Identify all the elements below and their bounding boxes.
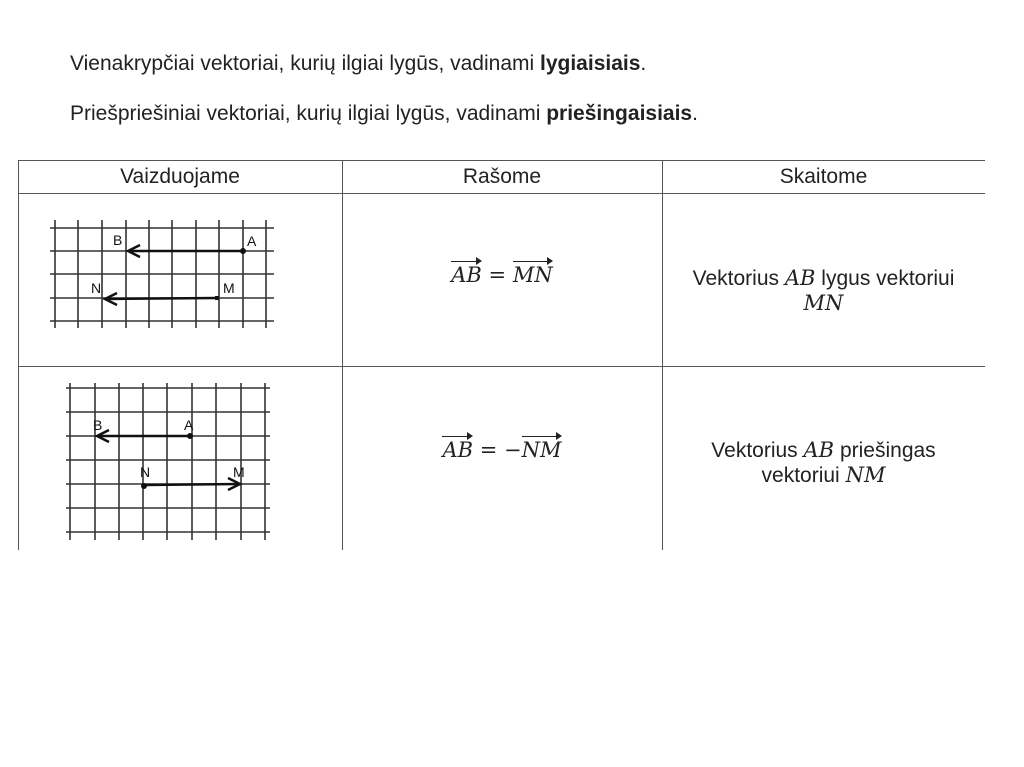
point-n bbox=[141, 483, 147, 489]
text: Vienakrypčiai vektoriai, kurių ilgiai lygūs, vadinami bbox=[70, 52, 540, 75]
label-b: B bbox=[113, 232, 123, 248]
point-m bbox=[215, 296, 219, 300]
header-depict: Vaizduojame bbox=[120, 164, 240, 188]
vector-nm: NM bbox=[521, 438, 562, 462]
label-m: M bbox=[233, 464, 245, 480]
header-write: Rašome bbox=[462, 164, 542, 188]
vector-mn bbox=[105, 298, 217, 299]
grid-1 bbox=[50, 220, 274, 328]
text: Priešpriešiniai vektoriai, kurių ilgiai lygūs, vadinami bbox=[70, 102, 547, 125]
text: lygus vektoriui bbox=[815, 266, 955, 290]
vector-mn: MN bbox=[512, 263, 553, 287]
equals: = bbox=[473, 438, 505, 462]
text: NM bbox=[845, 463, 886, 487]
vector-ab: AB bbox=[451, 263, 482, 287]
text: AB bbox=[803, 438, 835, 462]
minus: − bbox=[504, 438, 522, 462]
label-n: N bbox=[140, 464, 151, 480]
formula-equal bbox=[342, 250, 662, 300]
header-read: Skaitome bbox=[779, 164, 868, 188]
term-equal: lygiaisiais bbox=[540, 52, 641, 75]
reading-opposite bbox=[662, 428, 985, 498]
label-a: A bbox=[247, 233, 257, 249]
text: MN bbox=[803, 290, 844, 315]
vectors-1 bbox=[91, 232, 257, 305]
reading-equal bbox=[662, 255, 985, 325]
label-a: A bbox=[184, 417, 194, 433]
label-m: M bbox=[223, 280, 235, 296]
label-b: B bbox=[93, 417, 103, 433]
formula-opposite bbox=[342, 425, 662, 475]
term-opposite: priešingaisiais bbox=[546, 102, 693, 125]
vector-nm bbox=[144, 484, 240, 485]
text: Vektorius bbox=[711, 439, 804, 462]
text: priešingas bbox=[834, 439, 936, 462]
label-n: N bbox=[91, 280, 102, 296]
point-a bbox=[187, 433, 193, 439]
vectors-2 bbox=[93, 417, 245, 490]
equals: = bbox=[481, 263, 513, 287]
text: Vektorius bbox=[692, 266, 785, 290]
text: . bbox=[640, 52, 647, 75]
text: AB bbox=[784, 265, 816, 290]
grid-2 bbox=[66, 383, 270, 540]
point-a bbox=[240, 248, 246, 254]
text: . bbox=[692, 102, 698, 125]
text: vektoriui bbox=[761, 464, 846, 487]
vector-ab: AB bbox=[442, 438, 474, 462]
